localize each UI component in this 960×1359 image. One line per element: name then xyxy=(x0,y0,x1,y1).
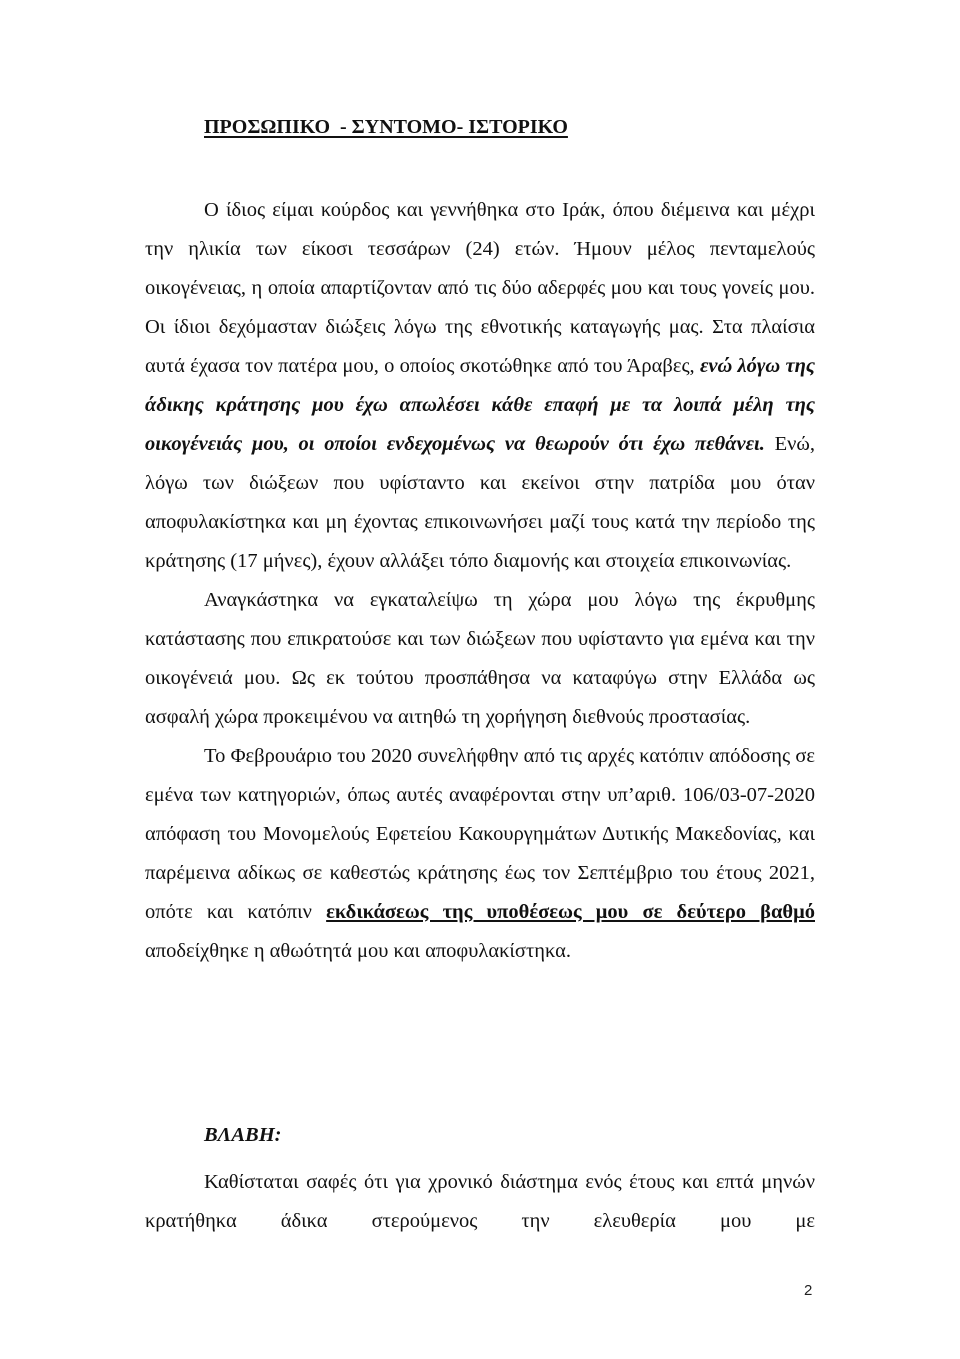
page-number: 2 xyxy=(804,1282,813,1299)
history-body xyxy=(145,191,815,971)
paragraph-text: Ενώ, λόγω των διώξεων που υφίσταντο και εκείνοι στην πατρίδα μου όταν αποφυλακίστηκα και μη έχοντας επικοινωνήσει μαζί τους κατά την περίοδο της κράτησης (17 μήνες), έχουν αλλάξει τόπο διαμονής και στοιχεία επικοινωνίας. xyxy=(145,433,815,572)
emphasized-underlined-text: εκδικάσεως της υποθέσεως μου σε δεύτερο βαθμό xyxy=(326,901,815,923)
paragraph-text: Το Φεβρουάριο του 2020 συνελήφθην από τις αρχές κατόπιν απόδοσης σε εμένα των κατηγοριών, όπως αυτές αναφέρονται στην υπ’αριθ. 106/03-07-2020 απόφαση του Μονομελούς Εφετείου Κακουργημάτων Δυτικής Μακεδονίας, και παρέμεινα αδίκως σε καθεστώς κράτησης έως τον Σεπτέμβριο του έτους 2021, οπότε και κατόπιν xyxy=(145,745,815,923)
damage-heading: ΒΛΑΒΗ: xyxy=(204,1124,282,1146)
paragraph-text: Ο ίδιος είμαι κούρδος και γεννήθηκα στο Ιράκ, όπου διέμεινα και μέχρι την ηλικία των είκοσι τεσσάρων (24) ετών. Ήμουν μέλος πενταμελούς οικογένειας, η οποία απαρτίζονταν από τις δύο αδερφές μου και τους γονείς μου. Οι ίδιοι δεχόμασταν διώξεις λόγω της εθνοτικής καταγωγής μας. Στα πλαίσια αυτά έχασα τον πατέρα μου, ο οποίος σκοτώθηκε από του Άραβες, xyxy=(145,199,815,377)
paragraph-text: αποδείχθηκε η αθωότητά μου και αποφυλακίστηκα. xyxy=(145,940,571,962)
paragraph-flight: Αναγκάστηκα να εγκαταλείψω τη χώρα μου λόγω της έκρυθμης κατάστασης που επικρατούσε και των διώξεων που υφίσταντο για εμένα και την οικογένειά μου. Ως εκ τούτου προσπάθησα να καταφύγω στην Ελλάδα ως ασφαλή χώρα προκειμένου να αιτηθώ τη χορήγηση διεθνούς προστασίας. xyxy=(145,589,815,728)
paragraph-arrest xyxy=(145,737,815,971)
paragraph-background xyxy=(145,191,815,581)
paragraph-damage: Καθίσταται σαφές ότι για χρονικό διάστημα ενός έτους και επτά μηνών κρατήθηκα άδικα στερούμενος την ελευθερία μου με xyxy=(145,1171,815,1232)
section-heading: ΠΡΟΣΩΠΙΚΟ - ΣΥΝΤΟΜΟ- ΙΣΤΟΡΙΚΟ xyxy=(204,116,568,138)
damage-body xyxy=(145,1163,815,1241)
emphasized-text: ενώ λόγω της άδικης κράτησης μου έχω απωλέσει κάθε επαφή με τα λοιπά μέλη της οικογένειάς μου, οι οποίοι ενδεχομένως να θεωρούν ότι έχω πεθάνει. xyxy=(145,355,815,455)
